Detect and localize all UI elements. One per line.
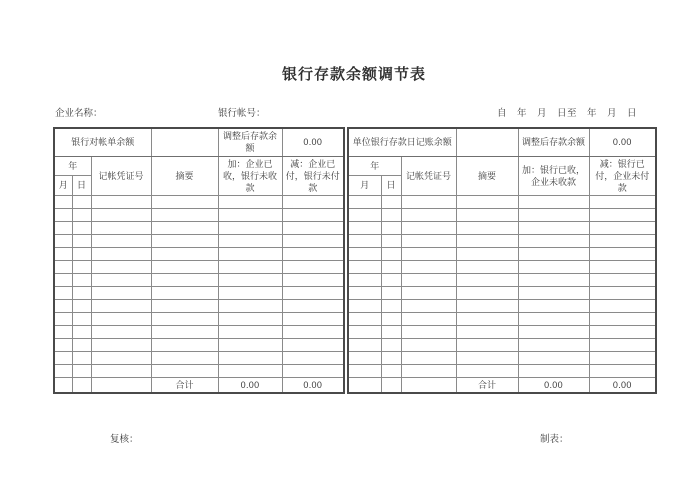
empty-entry-cell[interactable] — [151, 195, 218, 208]
empty-entry-cell[interactable] — [151, 221, 218, 234]
empty-entry-cell[interactable] — [518, 338, 589, 351]
empty-entry-cell[interactable] — [151, 338, 218, 351]
empty-entry-cell[interactable] — [282, 299, 344, 312]
empty-entry-cell[interactable] — [348, 299, 381, 312]
empty-entry-cell[interactable] — [91, 234, 151, 247]
journal-balance-label: 单位银行存款日记账余额 — [348, 128, 456, 156]
table-row — [348, 273, 656, 286]
empty-entry-cell[interactable] — [348, 286, 381, 299]
empty-entry-cell[interactable] — [589, 299, 656, 312]
adjusted-balance-label: 调整后存款余额 — [518, 128, 589, 156]
empty-entry-cell[interactable] — [348, 234, 381, 247]
empty-entry-cell[interactable] — [151, 234, 218, 247]
empty-entry-cell[interactable] — [589, 260, 656, 273]
empty-entry-cell[interactable] — [401, 221, 456, 234]
empty-entry-cell[interactable] — [589, 364, 656, 377]
empty-entry-cell[interactable] — [518, 208, 589, 221]
empty-entry-cell[interactable] — [282, 234, 344, 247]
empty-entry-cell[interactable] — [282, 221, 344, 234]
empty-entry-cell[interactable] — [348, 221, 381, 234]
table-row — [54, 195, 344, 208]
empty-entry-cell[interactable] — [91, 247, 151, 260]
empty-entry-cell[interactable] — [518, 221, 589, 234]
empty-entry-cell[interactable] — [218, 273, 282, 286]
statement-balance-value-cell[interactable] — [151, 128, 218, 156]
table-row — [348, 338, 656, 351]
empty-entry-cell[interactable] — [518, 273, 589, 286]
table-row — [348, 312, 656, 325]
table-row — [54, 312, 344, 325]
empty-entry-cell[interactable] — [282, 208, 344, 221]
empty-entry-cell[interactable] — [282, 247, 344, 260]
empty-entry-cell[interactable] — [589, 234, 656, 247]
empty-entry-cell[interactable] — [456, 364, 518, 377]
empty-entry-cell[interactable] — [72, 299, 91, 312]
empty-entry-cell[interactable] — [218, 234, 282, 247]
empty-entry-cell[interactable] — [151, 286, 218, 299]
empty-entry-cell[interactable] — [381, 312, 401, 325]
empty-entry-cell[interactable] — [151, 247, 218, 260]
empty-entry-cell[interactable] — [518, 234, 589, 247]
empty-entry-cell[interactable] — [381, 195, 401, 208]
empty-entry-cell[interactable] — [401, 338, 456, 351]
empty-cell — [381, 377, 401, 393]
empty-entry-cell[interactable] — [91, 299, 151, 312]
table-row — [54, 351, 344, 364]
empty-entry-cell[interactable] — [91, 364, 151, 377]
table-row — [54, 221, 344, 234]
empty-entry-cell[interactable] — [456, 247, 518, 260]
empty-entry-cell[interactable] — [348, 247, 381, 260]
empty-entry-cell[interactable] — [401, 260, 456, 273]
empty-entry-cell[interactable] — [72, 234, 91, 247]
empty-entry-cell[interactable] — [91, 312, 151, 325]
empty-entry-cell[interactable] — [401, 325, 456, 338]
empty-entry-cell[interactable] — [456, 221, 518, 234]
empty-entry-cell[interactable] — [54, 351, 72, 364]
empty-entry-cell[interactable] — [54, 312, 72, 325]
table-row — [54, 325, 344, 338]
empty-entry-cell[interactable] — [381, 208, 401, 221]
empty-entry-cell[interactable] — [401, 247, 456, 260]
empty-entry-cell[interactable] — [54, 221, 72, 234]
empty-entry-cell[interactable] — [54, 195, 72, 208]
empty-entry-cell[interactable] — [348, 364, 381, 377]
total-label: 合计 — [456, 377, 518, 393]
empty-entry-cell[interactable] — [456, 299, 518, 312]
empty-entry-cell[interactable] — [381, 338, 401, 351]
empty-entry-cell[interactable] — [518, 286, 589, 299]
year-column-header: 年 — [348, 156, 401, 175]
empty-entry-cell[interactable] — [72, 351, 91, 364]
table-row — [348, 247, 656, 260]
empty-entry-cell[interactable] — [456, 195, 518, 208]
empty-entry-cell[interactable] — [348, 273, 381, 286]
empty-entry-cell[interactable] — [282, 312, 344, 325]
empty-entry-cell[interactable] — [282, 286, 344, 299]
total-less-value: 0.00 — [282, 377, 344, 393]
journal-balance-value-cell[interactable] — [456, 128, 518, 156]
add-column-header: 加：企业已收，银行未收款 — [218, 156, 282, 195]
entry-rows — [348, 195, 656, 377]
adjusted-balance-value: 0.00 — [589, 128, 656, 156]
empty-entry-cell[interactable] — [589, 273, 656, 286]
balance-row — [348, 128, 656, 156]
empty-entry-cell[interactable] — [518, 325, 589, 338]
empty-entry-cell[interactable] — [456, 208, 518, 221]
empty-entry-cell[interactable] — [401, 364, 456, 377]
empty-entry-cell[interactable] — [348, 195, 381, 208]
empty-entry-cell[interactable] — [91, 208, 151, 221]
empty-entry-cell[interactable] — [282, 325, 344, 338]
empty-entry-cell[interactable] — [218, 325, 282, 338]
empty-entry-cell[interactable] — [72, 247, 91, 260]
empty-entry-cell[interactable] — [218, 286, 282, 299]
adjusted-balance-value: 0.00 — [282, 128, 344, 156]
empty-entry-cell[interactable] — [72, 260, 91, 273]
empty-entry-cell[interactable] — [151, 364, 218, 377]
summary-column-header: 摘要 — [456, 156, 518, 195]
empty-entry-cell[interactable] — [381, 351, 401, 364]
table-row — [54, 338, 344, 351]
statement-balance-label: 银行对帐单余额 — [54, 128, 151, 156]
table-row — [348, 351, 656, 364]
empty-entry-cell[interactable] — [589, 208, 656, 221]
table-row — [348, 286, 656, 299]
page-title: 银行存款余额调节表 — [281, 66, 426, 83]
balance-row — [54, 128, 344, 156]
empty-entry-cell[interactable] — [456, 325, 518, 338]
empty-entry-cell[interactable] — [91, 273, 151, 286]
empty-entry-cell[interactable] — [218, 247, 282, 260]
empty-cell — [348, 377, 381, 393]
empty-entry-cell[interactable] — [54, 260, 72, 273]
empty-entry-cell[interactable] — [151, 208, 218, 221]
empty-entry-cell[interactable] — [72, 364, 91, 377]
empty-entry-cell[interactable] — [381, 364, 401, 377]
total-row — [348, 377, 656, 393]
day-column-header: 日 — [72, 175, 91, 195]
empty-entry-cell[interactable] — [72, 195, 91, 208]
header-row-top — [348, 156, 656, 175]
table-row — [54, 299, 344, 312]
empty-entry-cell[interactable] — [91, 221, 151, 234]
empty-entry-cell[interactable] — [282, 273, 344, 286]
empty-entry-cell[interactable] — [91, 351, 151, 364]
empty-entry-cell[interactable] — [518, 299, 589, 312]
empty-entry-cell[interactable] — [151, 299, 218, 312]
empty-entry-cell[interactable] — [72, 221, 91, 234]
day-column-header: 日 — [381, 175, 401, 195]
table-row — [348, 221, 656, 234]
entry-rows — [54, 195, 344, 377]
empty-entry-cell[interactable] — [348, 208, 381, 221]
empty-entry-cell[interactable] — [282, 364, 344, 377]
table-row — [54, 208, 344, 221]
empty-entry-cell[interactable] — [54, 286, 72, 299]
empty-entry-cell[interactable] — [218, 260, 282, 273]
empty-entry-cell[interactable] — [589, 221, 656, 234]
empty-entry-cell[interactable] — [91, 260, 151, 273]
empty-entry-cell[interactable] — [456, 234, 518, 247]
empty-entry-cell[interactable] — [54, 208, 72, 221]
empty-entry-cell[interactable] — [54, 299, 72, 312]
empty-entry-cell[interactable] — [72, 273, 91, 286]
table-row — [54, 286, 344, 299]
empty-entry-cell[interactable] — [218, 221, 282, 234]
empty-entry-cell[interactable] — [282, 195, 344, 208]
header-row-top — [54, 156, 344, 175]
empty-entry-cell[interactable] — [381, 247, 401, 260]
empty-entry-cell[interactable] — [401, 351, 456, 364]
empty-entry-cell[interactable] — [91, 338, 151, 351]
empty-entry-cell[interactable] — [401, 273, 456, 286]
total-row — [54, 377, 344, 393]
empty-entry-cell[interactable] — [589, 247, 656, 260]
empty-entry-cell[interactable] — [401, 208, 456, 221]
empty-entry-cell[interactable] — [381, 234, 401, 247]
table-row — [348, 208, 656, 221]
table-row — [54, 234, 344, 247]
empty-entry-cell[interactable] — [381, 221, 401, 234]
voucher-column-header: 记帐凭证号 — [91, 156, 151, 195]
empty-entry-cell[interactable] — [151, 325, 218, 338]
empty-entry-cell[interactable] — [218, 208, 282, 221]
empty-entry-cell[interactable] — [54, 234, 72, 247]
empty-entry-cell[interactable] — [348, 260, 381, 273]
table-row — [54, 273, 344, 286]
empty-entry-cell[interactable] — [151, 260, 218, 273]
empty-entry-cell[interactable] — [589, 286, 656, 299]
empty-entry-cell[interactable] — [456, 338, 518, 351]
table-row — [348, 299, 656, 312]
month-column-header: 月 — [54, 175, 72, 195]
empty-entry-cell[interactable] — [91, 195, 151, 208]
empty-entry-cell[interactable] — [72, 325, 91, 338]
empty-entry-cell[interactable] — [348, 351, 381, 364]
add-column-header: 加：银行已收，企业未收款 — [518, 156, 589, 195]
empty-entry-cell[interactable] — [91, 286, 151, 299]
empty-entry-cell[interactable] — [456, 351, 518, 364]
adjusted-balance-label: 调整后存款余额 — [218, 128, 282, 156]
empty-entry-cell[interactable] — [218, 312, 282, 325]
total-label: 合计 — [151, 377, 218, 393]
empty-entry-cell[interactable] — [72, 208, 91, 221]
preparer-label: 制表： — [540, 434, 569, 445]
empty-entry-cell[interactable] — [54, 338, 72, 351]
bank-account-label: 银行帐号： — [218, 108, 266, 119]
empty-entry-cell[interactable] — [218, 364, 282, 377]
empty-entry-cell[interactable] — [218, 338, 282, 351]
empty-entry-cell[interactable] — [401, 312, 456, 325]
empty-entry-cell[interactable] — [348, 338, 381, 351]
empty-entry-cell[interactable] — [348, 325, 381, 338]
empty-entry-cell[interactable] — [72, 312, 91, 325]
company-name-label: 企业名称： — [55, 108, 103, 119]
table-row — [348, 325, 656, 338]
empty-entry-cell[interactable] — [589, 325, 656, 338]
table-row — [54, 364, 344, 377]
total-add-value: 0.00 — [518, 377, 589, 393]
empty-entry-cell[interactable] — [401, 286, 456, 299]
bank-statement-table — [53, 127, 345, 394]
empty-entry-cell[interactable] — [456, 312, 518, 325]
empty-entry-cell[interactable] — [72, 338, 91, 351]
empty-entry-cell[interactable] — [518, 312, 589, 325]
total-less-value: 0.00 — [589, 377, 656, 393]
empty-entry-cell[interactable] — [151, 273, 218, 286]
empty-entry-cell[interactable] — [91, 325, 151, 338]
empty-entry-cell[interactable] — [381, 299, 401, 312]
table-row — [348, 364, 656, 377]
empty-entry-cell[interactable] — [54, 247, 72, 260]
voucher-column-header: 记帐凭证号 — [401, 156, 456, 195]
empty-entry-cell[interactable] — [381, 260, 401, 273]
empty-entry-cell[interactable] — [589, 338, 656, 351]
empty-entry-cell[interactable] — [151, 351, 218, 364]
empty-entry-cell[interactable] — [72, 286, 91, 299]
empty-entry-cell[interactable] — [589, 312, 656, 325]
empty-entry-cell[interactable] — [218, 351, 282, 364]
empty-entry-cell[interactable] — [518, 260, 589, 273]
empty-entry-cell[interactable] — [589, 351, 656, 364]
month-column-header: 月 — [348, 175, 381, 195]
table-row — [54, 247, 344, 260]
empty-entry-cell[interactable] — [218, 195, 282, 208]
empty-entry-cell[interactable] — [282, 338, 344, 351]
empty-cell — [72, 377, 91, 393]
summary-column-header: 摘要 — [151, 156, 218, 195]
table-row — [348, 260, 656, 273]
empty-entry-cell[interactable] — [381, 273, 401, 286]
empty-cell — [401, 377, 456, 393]
reviewer-label: 复核： — [110, 434, 139, 445]
less-column-header: 减：企业已付，银行未付款 — [282, 156, 344, 195]
empty-entry-cell[interactable] — [518, 364, 589, 377]
company-journal-table — [347, 127, 657, 394]
empty-entry-cell[interactable] — [456, 260, 518, 273]
empty-entry-cell[interactable] — [218, 299, 282, 312]
empty-entry-cell[interactable] — [348, 312, 381, 325]
empty-entry-cell[interactable] — [518, 195, 589, 208]
empty-entry-cell[interactable] — [282, 351, 344, 364]
empty-entry-cell[interactable] — [456, 273, 518, 286]
empty-entry-cell[interactable] — [54, 325, 72, 338]
empty-entry-cell[interactable] — [54, 364, 72, 377]
empty-entry-cell[interactable] — [381, 325, 401, 338]
empty-cell — [54, 377, 72, 393]
table-row — [348, 195, 656, 208]
empty-entry-cell[interactable] — [518, 247, 589, 260]
empty-entry-cell[interactable] — [401, 195, 456, 208]
empty-entry-cell[interactable] — [282, 260, 344, 273]
empty-entry-cell[interactable] — [151, 312, 218, 325]
date-range-line: 自 年 月 日至 年 月 日 — [497, 108, 638, 119]
empty-entry-cell[interactable] — [518, 351, 589, 364]
empty-entry-cell[interactable] — [456, 286, 518, 299]
year-column-header: 年 — [54, 156, 91, 175]
empty-entry-cell[interactable] — [54, 273, 72, 286]
empty-entry-cell[interactable] — [401, 234, 456, 247]
empty-cell — [91, 377, 151, 393]
total-add-value: 0.00 — [218, 377, 282, 393]
table-row — [348, 234, 656, 247]
less-column-header: 减：银行已付，企业未付款 — [589, 156, 656, 195]
empty-entry-cell[interactable] — [401, 299, 456, 312]
empty-entry-cell[interactable] — [589, 195, 656, 208]
empty-entry-cell[interactable] — [381, 286, 401, 299]
table-row — [54, 260, 344, 273]
